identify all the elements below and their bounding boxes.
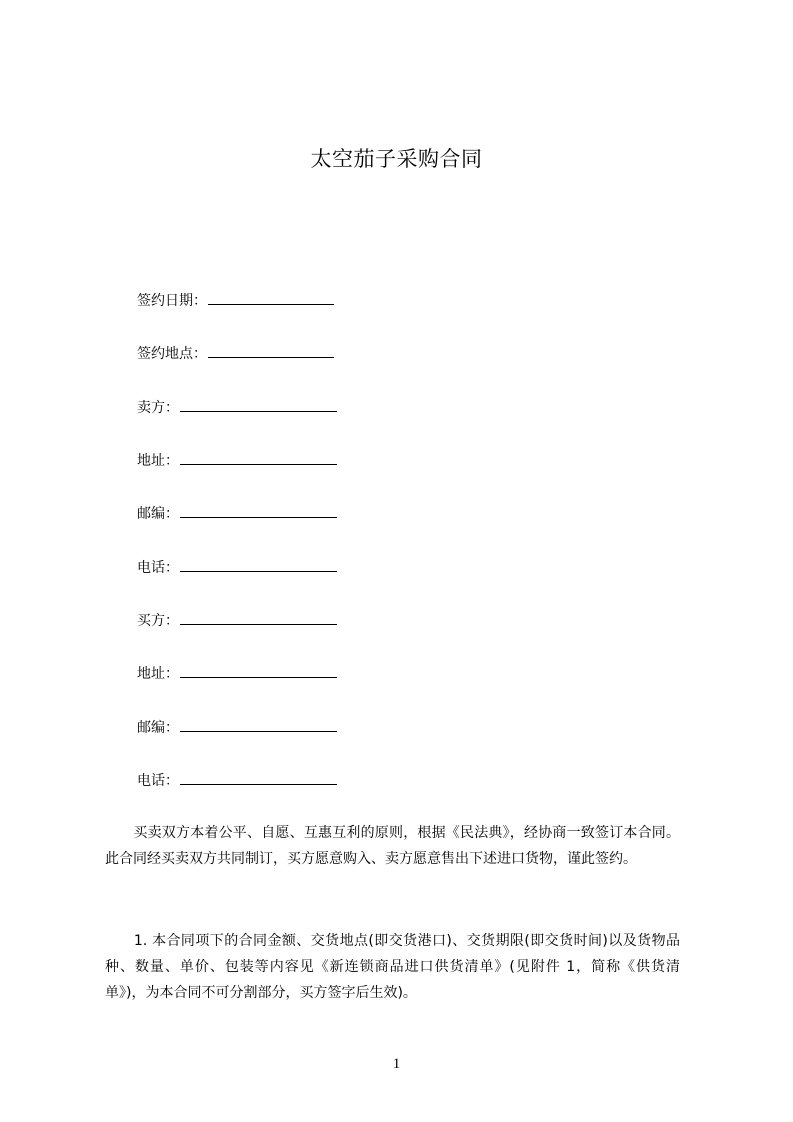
blank-line [180,399,337,412]
blank-line [180,505,337,518]
field-label: 签约地点： [137,346,207,362]
blank-line [180,612,337,625]
blank-line [180,559,337,572]
field-label: 邮编： [137,720,179,736]
clause-1-paragraph: 1. 本合同项下的合同金额、交货地点(即交货港口)、交货期限(即交货时间)以及货物品种、数量、单价、包装等内容见《新连锁商品进口供货清单》(见附件 1，简称《供货清单》)，为本合同不可分割部分，买方签字后生效)。 [105,933,680,1001]
field-label: 邮编： [137,506,179,522]
field-label: 电话： [137,560,179,576]
field-label: 电话： [137,773,179,789]
field-buyer [137,612,337,630]
field-label: 地址： [137,666,179,682]
blank-line [180,665,337,678]
blank-line [180,452,337,465]
field-buyer-address [137,665,337,683]
field-label: 买方： [137,613,179,629]
field-seller-address [137,452,337,470]
field-seller-phone [137,559,337,577]
field-signing-date [137,292,334,310]
field-label: 地址： [137,453,179,469]
blank-line [208,292,334,305]
field-label: 卖方： [137,400,179,416]
field-buyer-phone [137,772,337,790]
field-buyer-postcode [137,719,337,737]
contract-title: 太空茄子采购合同 [310,147,483,171]
field-label: 签约日期： [137,293,207,309]
field-seller-postcode [137,505,337,523]
blank-line [208,345,334,358]
blank-line [180,719,337,732]
field-signing-place [137,345,334,363]
field-seller [137,399,337,417]
blank-line [180,772,337,785]
page-number: 1 [392,1056,401,1072]
intro-paragraph: 买卖双方本着公平、自愿、互惠互利的原则，根据《民法典》，经协商一致签订本合同。此合同经买卖双方共同制订，买方愿意购入、卖方愿意售出下述进口货物，谨此签约。 [105,825,680,867]
